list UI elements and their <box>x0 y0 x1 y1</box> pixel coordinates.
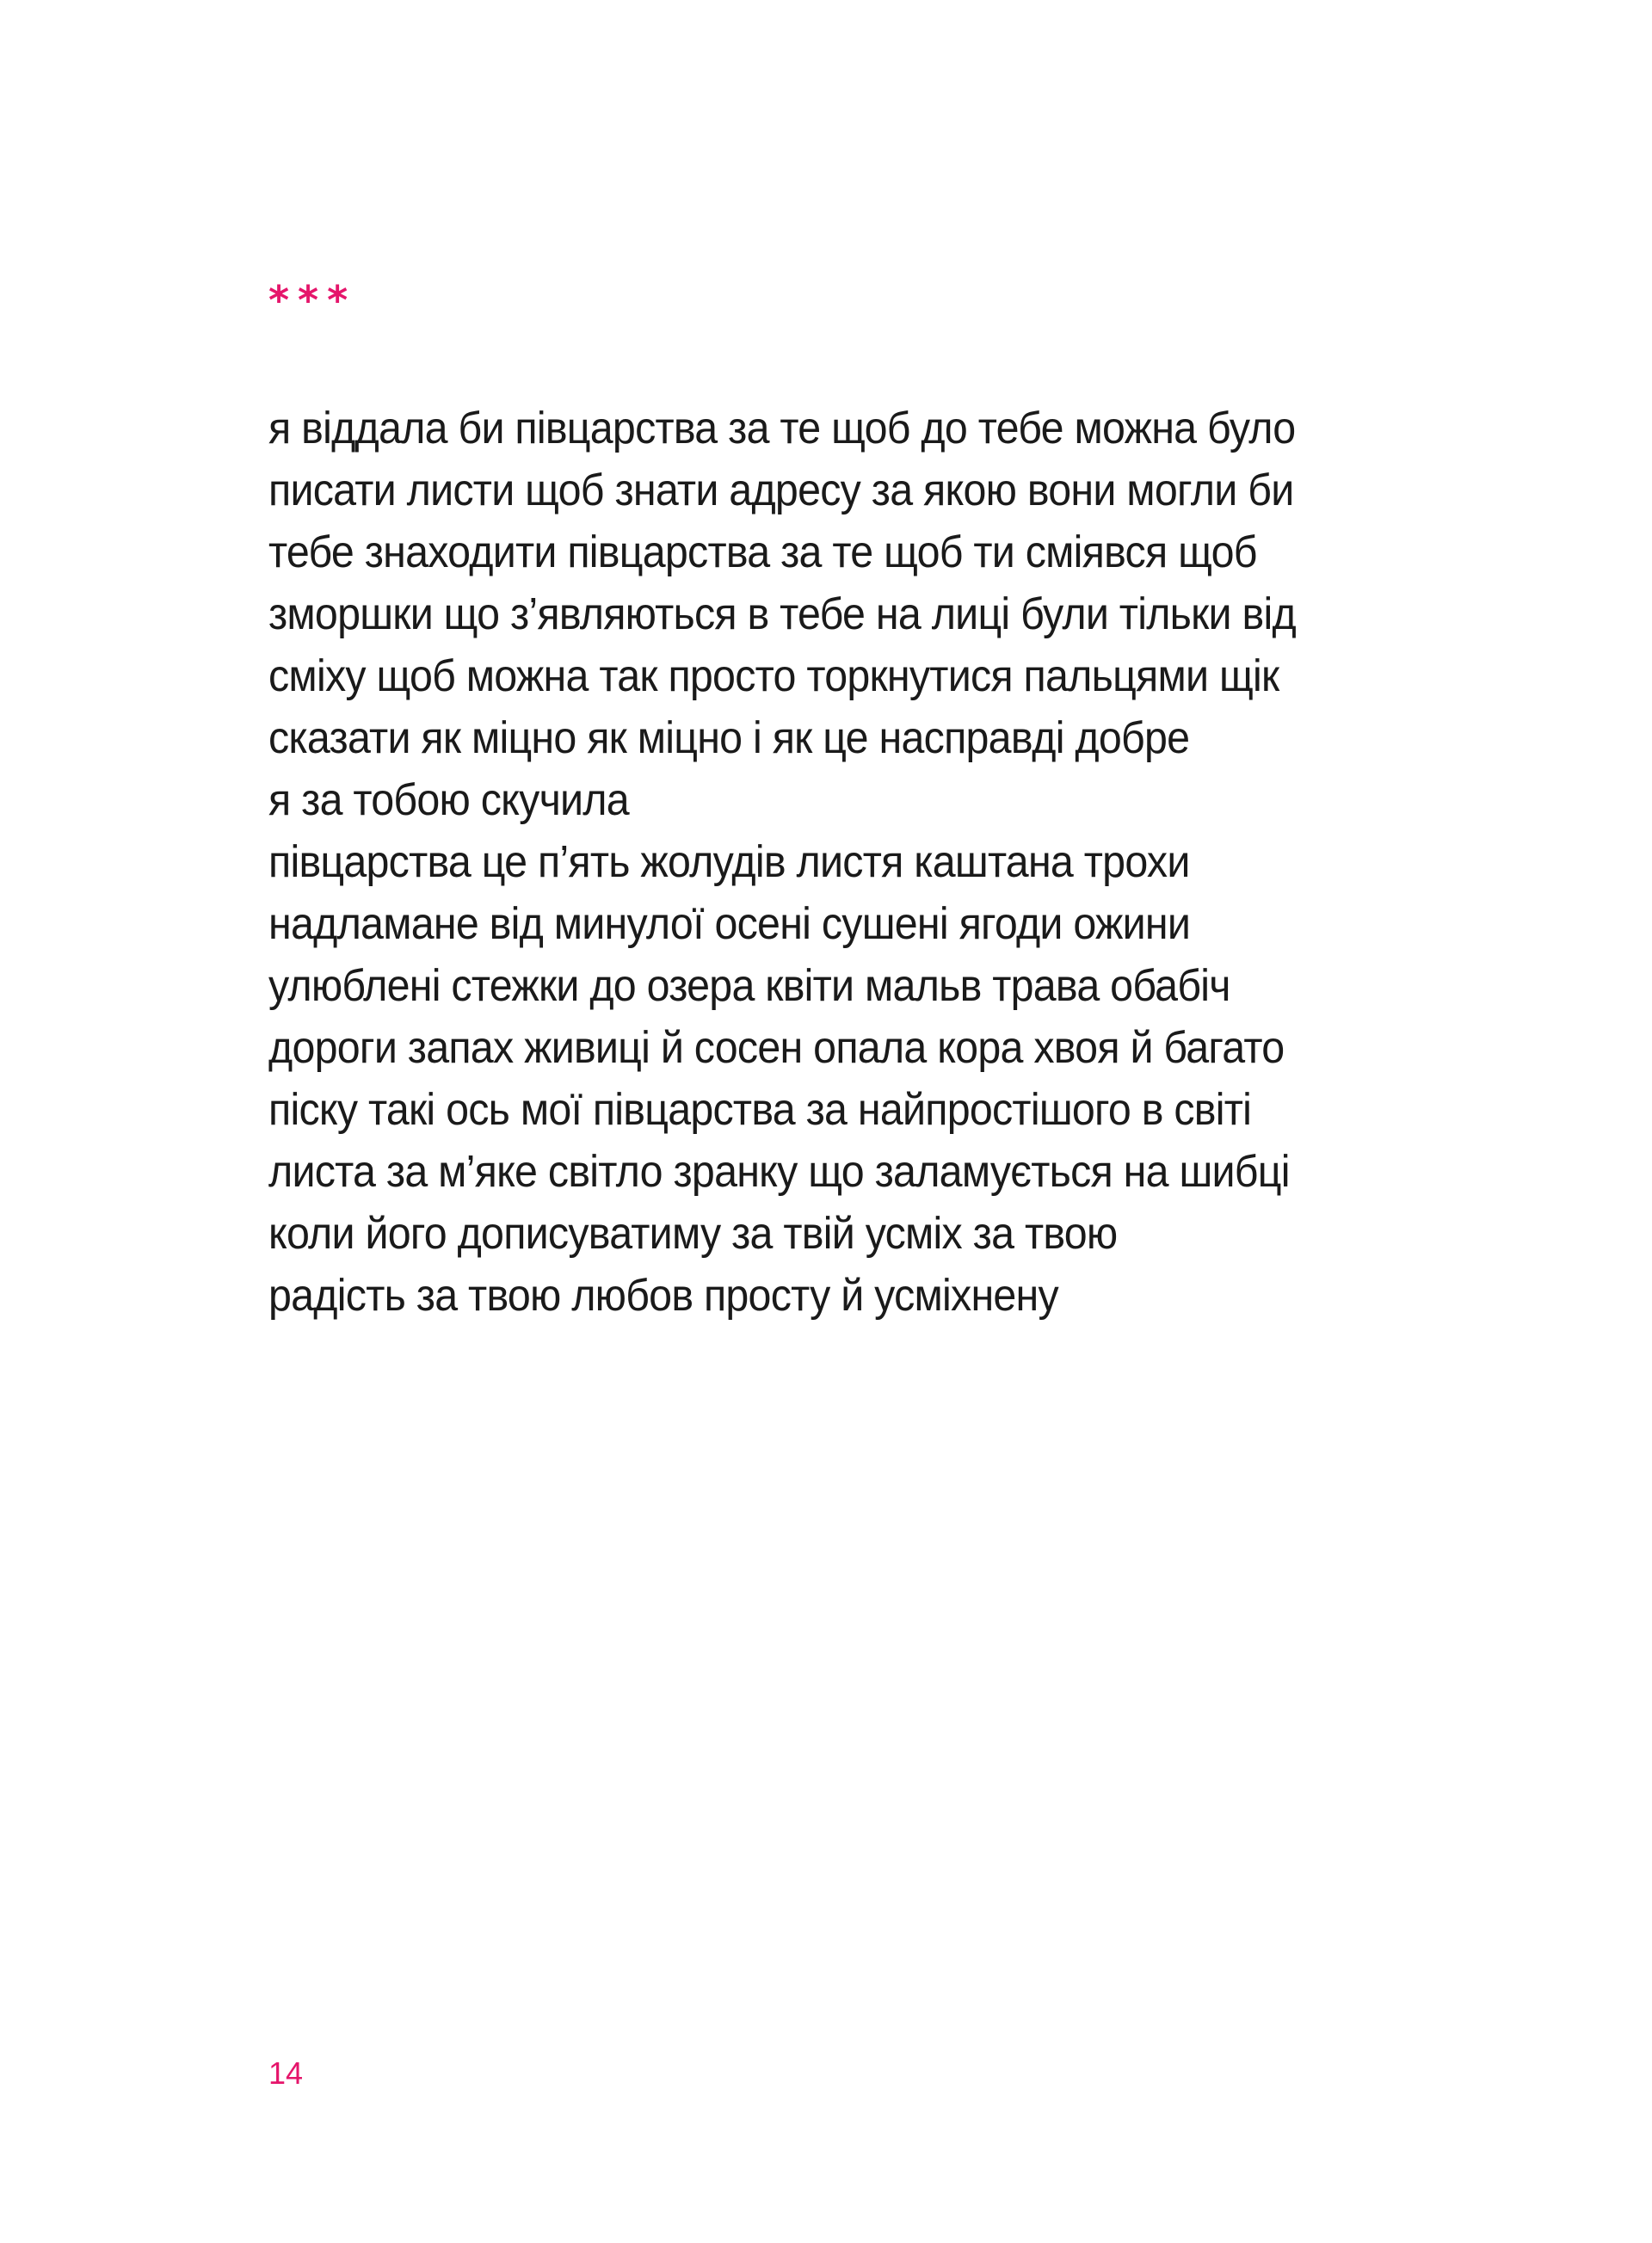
poem-line: піску такі ось мої півцарства за найпростішого в світі <box>268 1085 1252 1135</box>
poem-line: коли його дописуватиму за твій усміх за твою <box>268 1209 1118 1259</box>
poem-text <box>268 397 1309 1327</box>
poem-line: сказати як міцно як міцно і як це насправді добре <box>268 713 1190 763</box>
poem-line: тебе знаходити півцарства за те щоб ти сміявся щоб <box>268 527 1257 577</box>
poem-line: я за тобою скучила <box>268 775 629 825</box>
poem-line: надламане від минулої осені сушені ягоди ожини <box>268 899 1191 949</box>
poem-line: писати листи щоб знати адресу за якою вони могли би <box>268 465 1294 515</box>
poem-line: листа за м’яке світло зранку що заламується на шибці <box>268 1147 1290 1197</box>
poem-line: півцарства це п’ять жолудів листя каштана трохи <box>268 837 1190 887</box>
poem-line: зморшки що з’являються в тебе на лиці були тільки від <box>268 589 1296 639</box>
poem-line: я віддала би півцарства за те щоб до тебе можна було <box>268 404 1296 453</box>
page-number: 14 <box>268 2055 304 2091</box>
poem-line: улюблені стежки до озера квіти мальв трава обабіч <box>268 961 1230 1011</box>
section-separator: *** <box>268 277 357 324</box>
poem-line: дороги запах живиці й сосен опала кора хвоя й багато <box>268 1023 1285 1073</box>
poem-line: сміху щоб можна так просто торкнутися пальцями щік <box>268 651 1279 701</box>
poem-line: радість за твою любов просту й усміхнену <box>268 1271 1058 1321</box>
